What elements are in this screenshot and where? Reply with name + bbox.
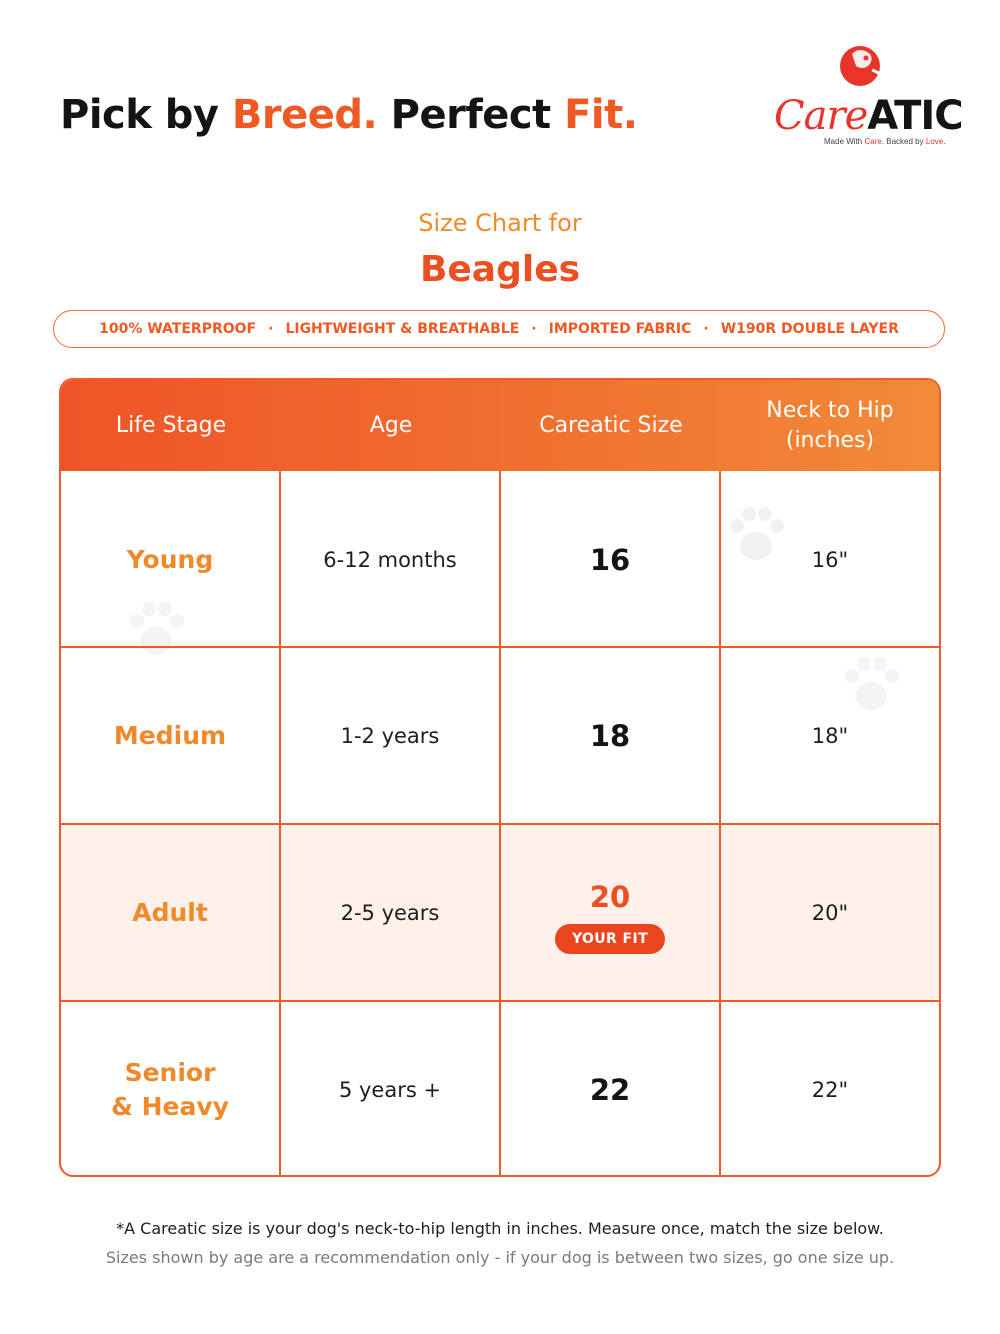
neck-value: 20" [811,900,849,925]
logo-tagline [824,137,945,146]
your-fit-badge: YOUR FIT [555,924,665,954]
tagline-d: Love [925,137,944,146]
tagline-a: Made With [824,137,865,146]
cell-neck [721,1002,939,1177]
size-table [59,378,941,1177]
age-value: 2-5 years [340,900,440,925]
feature-item: W190R DOUBLE LAYER [720,321,899,337]
cell-size [501,1002,721,1177]
tagline-c: . Backed by [881,137,926,146]
neck-value: 22" [811,1077,849,1102]
cell-neck [721,471,939,648]
tagline-b: Care [864,137,882,146]
headline-part4: Fit. [564,92,638,138]
age-value: 5 years + [338,1077,442,1102]
header-life-stage: Life Stage [115,412,227,438]
headline-part1: Pick by [60,92,232,138]
table-row-highlight [61,823,939,1000]
cell-age [281,825,501,1000]
header-size: Careatic Size [539,412,683,438]
header-neck-line2: (inches) [785,427,875,453]
cell-age [281,648,501,823]
table-row [61,646,939,823]
neck-value: 18" [811,723,849,748]
cell-life-stage [61,648,281,823]
life-stage-label: Medium [113,720,227,750]
age-value: 6-12 months [323,547,457,572]
size-value: 16 [589,542,631,577]
size-chart-subtitle: Size Chart for [418,209,582,237]
cell-size [501,648,721,823]
cell-size [501,471,721,648]
brand-logo [772,40,963,150]
headline [60,92,637,138]
table-row [61,471,939,648]
life-stage-label: Young [126,544,214,574]
cell-size [501,825,721,1000]
size-value: 22 [589,1072,631,1107]
cell-neck [721,648,939,823]
cell-life-stage [61,1002,281,1177]
feature-separator: · [531,321,537,337]
footnote-primary: *A Careatic size is your dog's neck-to-hip length in inches. Measure once, match the size below. [116,1219,884,1238]
features-pill [53,310,945,348]
cell-neck [721,825,939,1000]
cell-life-stage [61,825,281,1000]
life-stage-label: Adult [132,897,208,927]
cell-life-stage [61,471,281,648]
life-stage-label: Senior [124,1057,216,1087]
neck-value: 16" [811,547,849,572]
feature-separator: · [268,321,274,337]
cell-age [281,471,501,648]
feature-item: IMPORTED FABRIC [548,321,692,337]
table-row [61,1000,939,1177]
header-neck-line1: Neck to Hip [766,397,894,423]
breed-title: Beagles [419,249,581,290]
table-header [61,380,939,471]
life-stage-label-line2: & Heavy [111,1091,229,1121]
header-age: Age [369,412,413,438]
tagline-e: . [943,137,946,146]
footnote-secondary: Sizes shown by age are a recommendation only - if your dog is between two sizes, go one size up. [105,1248,895,1267]
logo-care: Care [774,93,868,139]
logo-atic: ATIC [867,93,963,139]
headline-part3: Perfect [377,92,565,138]
header-neck-to-hip [721,380,939,471]
cell-age [281,1002,501,1177]
feature-item: LIGHTWEIGHT & BREATHABLE [285,321,520,337]
feature-item: 100% WATERPROOF [99,321,257,337]
size-value: 18 [589,718,631,753]
headline-part2: Breed. [231,92,378,138]
logo-wordmark [774,93,963,139]
feature-separator: · [703,321,709,337]
age-value: 1-2 years [340,723,440,748]
size-value: 20 [589,879,631,914]
